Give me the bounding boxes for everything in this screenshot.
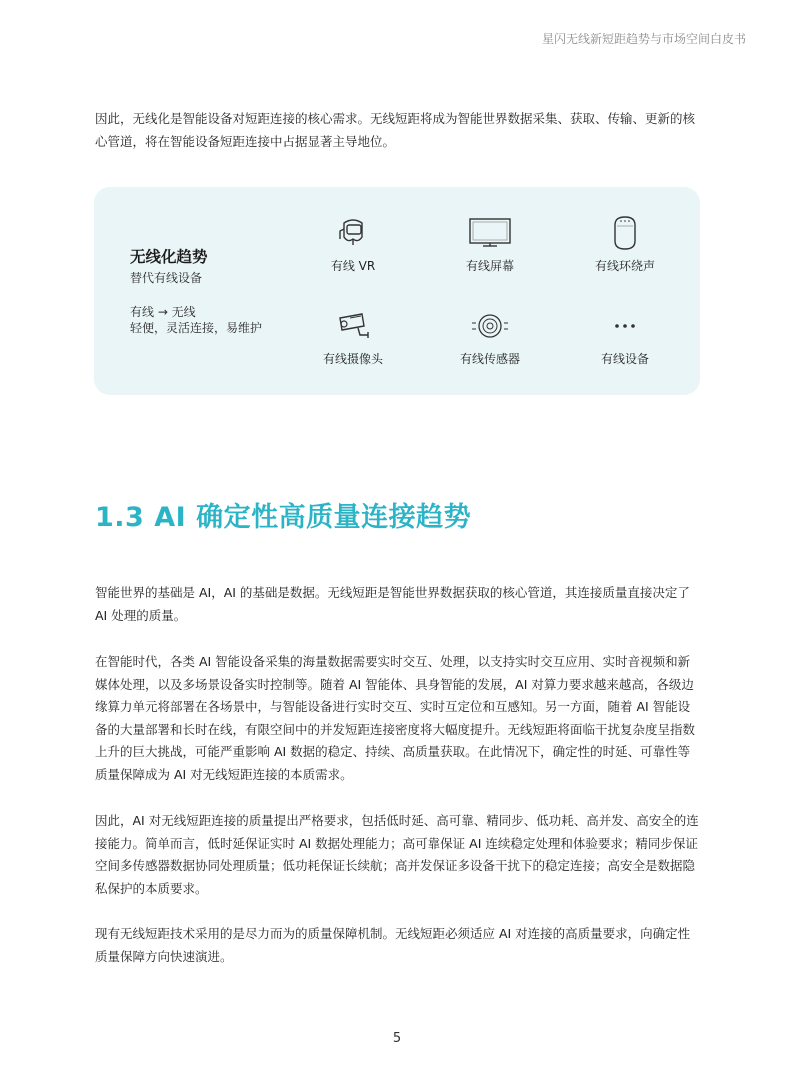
card-subtitle: 替代有线设备 bbox=[130, 271, 203, 285]
device-wired-other bbox=[570, 308, 680, 367]
section-title: 1.3 AI 确定性高质量连接趋势 bbox=[95, 502, 472, 533]
card-benefits: 轻便，灵活连接，易维护 bbox=[130, 321, 263, 335]
device-label: 有线传感器 bbox=[459, 352, 520, 366]
page-header: 星闪无线新短距趋势与市场空间白皮书 bbox=[541, 32, 746, 46]
device-wired-sensor bbox=[435, 308, 545, 367]
card-title: 无线化趋势 bbox=[130, 248, 208, 266]
more-dots-icon bbox=[602, 308, 648, 344]
section-paragraph-4: 现有无线短距技术采用的是尽力而为的质量保障机制。无线短距必须适应 AI 对连接的高质量要求，向确定性质量保障方向快速演进。 bbox=[95, 926, 691, 964]
section-paragraph-2: 在智能时代，各类 AI 智能设备采集的海量数据需要实时交互、处理，以支持实时交互应用、实时音视频和新媒体处理，以及多场景设备实时控制等。随着 AI 智能体、具身智能的发展，AI 对算力要求越来越高，各级边缘算力单元将部署在各场景中，与智能设备进行实时交互、实时互定位和互感知。另一方面，随着 AI 智能设备的大量部署和长时在线，有限空间中的并发短距连接密度将大幅度提升。无线短距将面临干扰复杂度呈指数上升的巨大挑战，可能严重影响 AI 数据的稳定、持续、高质量获取。在此情况下，确定性的时延、可靠性等质量保障成为 AI 对无线短距连接的本质需求。 bbox=[95, 654, 696, 782]
monitor-icon bbox=[467, 215, 513, 251]
wireless-trend-card bbox=[94, 187, 700, 395]
device-wired-camera bbox=[298, 308, 408, 367]
device-label: 有线设备 bbox=[600, 352, 649, 366]
intro-paragraph: 因此，无线化是智能设备对短距连接的核心需求。无线短距将成为智能世界数据采集、获取、传输、更新的核心管道，将在智能设备短距连接中占据显著主导地位。 bbox=[95, 111, 696, 149]
device-wired-screen bbox=[435, 215, 545, 274]
section-paragraph-1: 智能世界的基础是 AI，AI 的基础是数据。无线短距是智能世界数据获取的核心管道，其连接质量直接决定了 AI 处理的质量。 bbox=[95, 585, 690, 623]
page-number: 5 bbox=[392, 1031, 402, 1046]
device-label: 有线环绕声 bbox=[594, 259, 655, 273]
card-wired-to-wireless: 有线 → 无线 bbox=[130, 305, 196, 319]
sensor-icon bbox=[467, 308, 513, 344]
device-label: 有线 VR bbox=[330, 259, 376, 273]
section-paragraph-3: 因此，AI 对无线短距连接的质量提出严格要求，包括低时延、高可靠、精同步、低功耗、高并发、高安全的连接能力。简单而言，低时延保证实时 AI 数据处理能力；高可靠保证 AI 连续稳定处理和体验要求；精同步保证空间多传感器数据协同处理质量；低功耗保证长续航；高并发保证多设备干扰下的稳定连接；高安全是数据隐私保护的本质要求。 bbox=[95, 813, 699, 896]
device-wired-vr bbox=[298, 215, 408, 274]
device-label: 有线摄像头 bbox=[322, 352, 383, 366]
device-label: 有线屏幕 bbox=[465, 259, 514, 273]
speaker-icon bbox=[602, 215, 648, 251]
vr-headset-icon bbox=[330, 215, 376, 251]
device-wired-surround-sound bbox=[570, 215, 680, 274]
camera-icon bbox=[330, 308, 376, 344]
